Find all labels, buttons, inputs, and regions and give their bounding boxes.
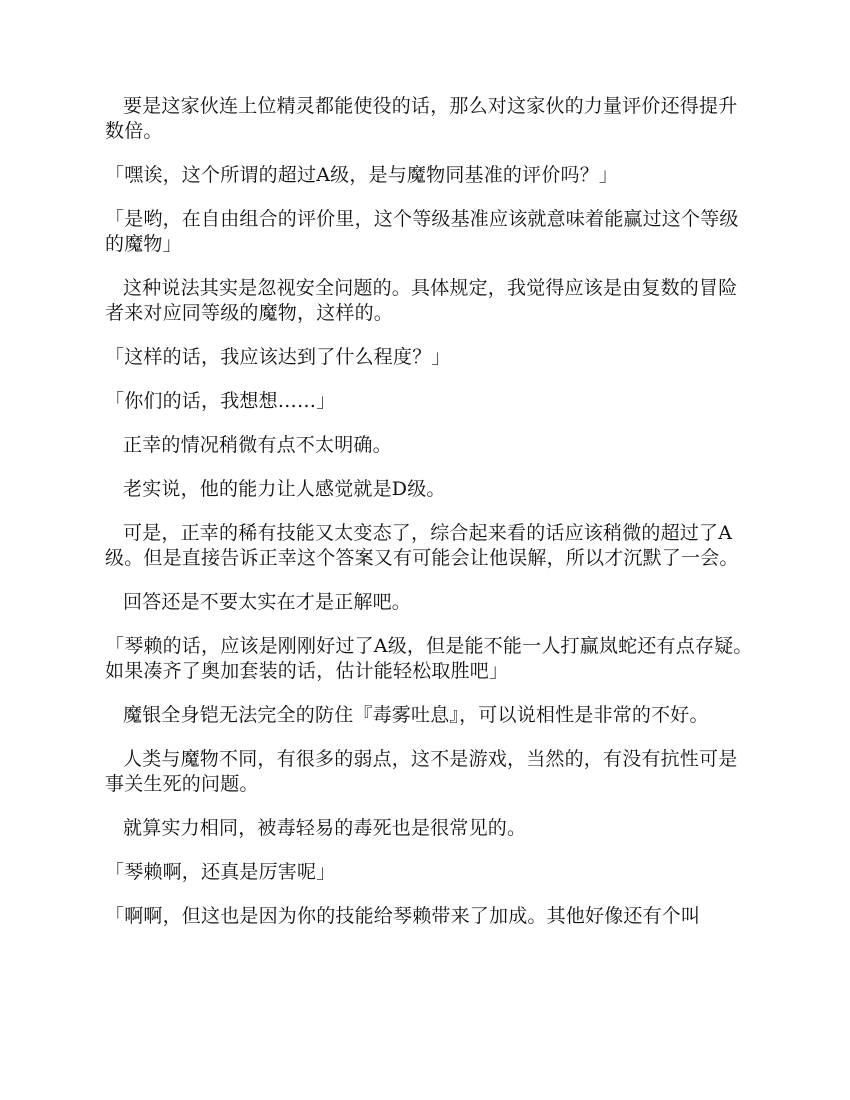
- paragraph-15: 「琴赖啊，还真是厉害呢」: [105, 861, 336, 883]
- paragraph-14: 就算实力相同，被毒轻易的毒死也是很常见的。: [123, 817, 527, 839]
- paragraph-10: 回答还是不要太实在才是正解吧。: [123, 591, 412, 613]
- paragraph-5: 「这样的话，我应该达到了什么程度？」: [105, 346, 451, 368]
- paragraph-7: 正幸的情况稍微有点不太明确。: [123, 434, 392, 456]
- paragraph-2: 「嘿诶，这个所谓的超过A级，是与魔物同基准的评价吗？」: [105, 164, 619, 186]
- paragraph-1: 要是这家伙连上位精灵都能使役的话，那么对这家伙的力量评价还得提升数倍。: [105, 95, 738, 142]
- paragraph-6: 「你们的话，我想想……」: [105, 390, 336, 412]
- paragraph-9: 可是，正幸的稀有技能又太变态了，综合起来看的话应该稍微的超过了A级。但是直接告诉正幸这个答案又有可能会让他误解，所以才沉默了一会。: [105, 522, 739, 569]
- paragraph-13: 人类与魔物不同，有很多的弱点，这不是游戏，当然的，有没有抗性可是事关生死的问题。: [105, 748, 738, 795]
- paragraph-3: 「是哟，在自由组合的评价里，这个等级基准应该就意味着能赢过这个等级的魔物」: [105, 208, 739, 255]
- paragraph-8: 老实说，他的能力让人感觉就是D级。: [123, 478, 446, 500]
- paragraph-12: 魔银全身铠无法完全的防住『毒雾吐息』，可以说相性是非常的不好。: [123, 704, 709, 726]
- paragraph-11: 「琴赖的话，应该是刚刚好过了A级，但是能不能一人打赢岚蛇还有点存疑。如果凑齐了奥加套装的话，估计能轻松取胜吧」: [105, 635, 753, 682]
- paragraph-4: 这种说法其实是忽视安全问题的。具体规定，我觉得应该是由复数的冒险者来对应同等级的魔物，这样的。: [105, 277, 738, 324]
- paragraph-16: 「啊啊，但这也是因为你的技能给琴赖带来了加成。其他好像还有个叫: [105, 905, 701, 927]
